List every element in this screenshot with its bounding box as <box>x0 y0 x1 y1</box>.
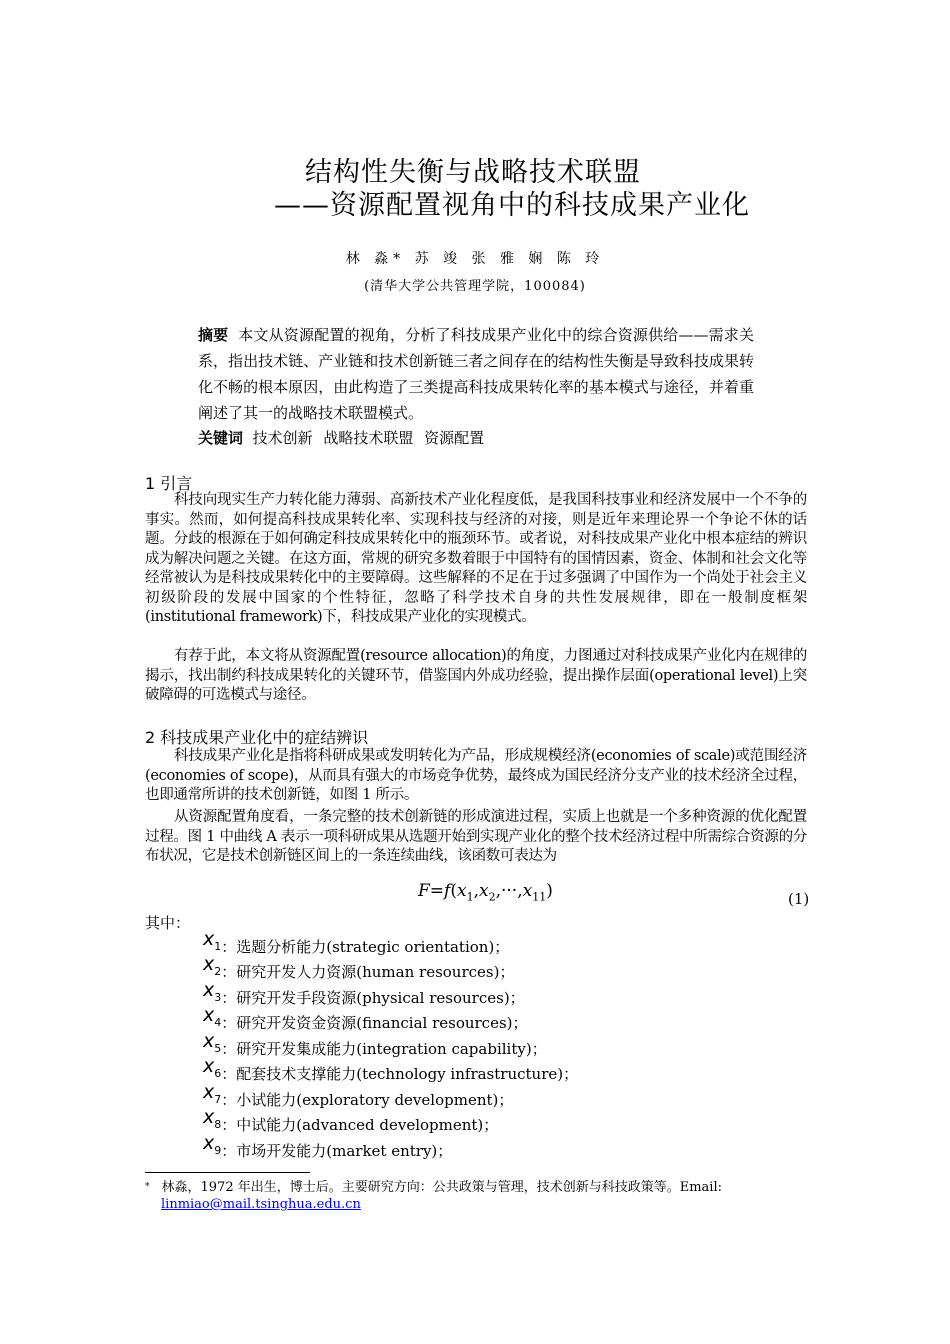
section-2-heading: 2 科技成果产业化中的症结辨识 <box>145 728 369 747</box>
title-line-1: 结构性失衡与战略技术联盟 <box>305 157 641 188</box>
footnote <box>145 1179 785 1213</box>
author-list: 林 淼* 苏 竣 张 雅 娴 陈 玲 <box>345 251 605 267</box>
section-1-paragraph-1: 科技向现实生产力转化能力薄弱、高新技术产业化程度低，是我国科技事业和经济发展中一个不争的事实。然而，如何提高科技成果转化率、实现科技与经济的对接，则是近年来理论界一个争论不休的话题。分歧的根源在于如何确定科技成果转化中的瓶颈环节。或者说，对科技成果产业化中根本症结的辨识成为解决问题之关键。在这方面，常规的研究多数着眼于中国特有的国情因素，资金、体制和社会文化等经常被认为是科技成果转化中的主要障碍。这些解释的不足在于过多强调了中国作为一个尚处于社会主义初级阶段的发展中国家的个性特征，忽略了科学技术自身的共性发展规律，即在一般制度框架(institutional framework)下，科技成果产业化的实现模式。 <box>145 492 807 625</box>
variable-item: $x_4$：研究开发资金资源(financial resources)； <box>203 1004 528 1032</box>
section-1-heading: 1 引言 <box>145 474 193 493</box>
section-2-paragraph-1: 科技成果产业化是指将科研成果或发明转化为产品，形成规模经济(economies of scale)或范围经济(economies of scope)，从而具有强大的市场竞争优势，最终成为国民经济分支产业的技术经济全过程，也即通常所讲的技术创新链，如图 1 所示。 <box>145 748 807 803</box>
footnote-text: 林淼，1972 年出生，博士后。主要研究方向：公共政策与管理，技术创新与科技政策等。Email: <box>161 1180 722 1195</box>
variable-item: $x_2$：研究开发人力资源(human resources)； <box>203 953 515 981</box>
variable-item: $x_1$：选题分析能力(strategic orientation)； <box>203 928 510 956</box>
footnote-separator <box>145 1172 310 1173</box>
equation-number: (1) <box>788 890 810 908</box>
keyword-item: 技术创新 <box>252 429 313 447</box>
footnote-mark: * <box>145 1182 150 1192</box>
abstract-text: 本文从资源配置的视角，分析了科技成果产业化中的综合资源供给——需求关系，指出技术链、产业链和技术创新链三者之间存在的结构性失衡是导致科技成果转化不畅的根本原因，由此构造了三类提高科技成果转化率的基本模式与途径，并着重阐述了其一的战略技术联盟模式。 <box>198 326 754 422</box>
keywords <box>198 426 490 450</box>
variable-item: $x_3$：研究开发手段资源(physical resources)； <box>203 979 525 1007</box>
variable-item: $x_8$：中试能力(advanced development)； <box>203 1106 499 1134</box>
title-line-2: ——资源配置视角中的科技成果产业化 <box>274 190 750 221</box>
section-1-paragraph-2: 有荐于此，本文将从资源配置(resource allocation)的角度，力图通过对科技成果产业化内在规律的揭示，找出制约科技成果转化的关键环节，借鉴国内外成功经验，提出操作层面(operational level)上突破障碍的可选模式与途径。 <box>145 648 807 703</box>
affiliation: (清华大学公共管理学院，100084) <box>364 279 586 294</box>
variable-item: $x_6$：配套技术支撑能力(technology infrastructure)； <box>203 1055 579 1083</box>
email-link[interactable]: linmiao@mail.tsinghua.edu.cn <box>161 1197 361 1212</box>
abstract <box>198 322 754 426</box>
abstract-label: 摘要 <box>198 326 229 344</box>
keyword-item: 战略技术联盟 <box>323 429 414 447</box>
keyword-item: 资源配置 <box>424 429 485 447</box>
variable-item: $x_9$：市场开发能力(market entry)； <box>203 1132 453 1160</box>
equation-1: $F=f(x_1,x_2,\cdot\cdot\cdot,x_{11})$ <box>418 881 553 904</box>
variable-item: $x_5$：研究开发集成能力(integration capability)； <box>203 1030 547 1058</box>
keywords-label: 关键词 <box>198 429 244 447</box>
variable-item: $x_7$：小试能力(exploratory development)； <box>203 1081 514 1109</box>
where-label: 其中： <box>145 914 191 932</box>
section-2-paragraph-2: 从资源配置角度看，一条完整的技术创新链的形成演进过程，实质上也就是一个多种资源的优化配置过程。图 1 中曲线 A 表示一项科研成果从选题开始到实现产业化的整个技术经济过程中所需综合资源的分布状况，它是技术创新链区间上的一条连续曲线，该函数可表达为 <box>145 809 807 864</box>
